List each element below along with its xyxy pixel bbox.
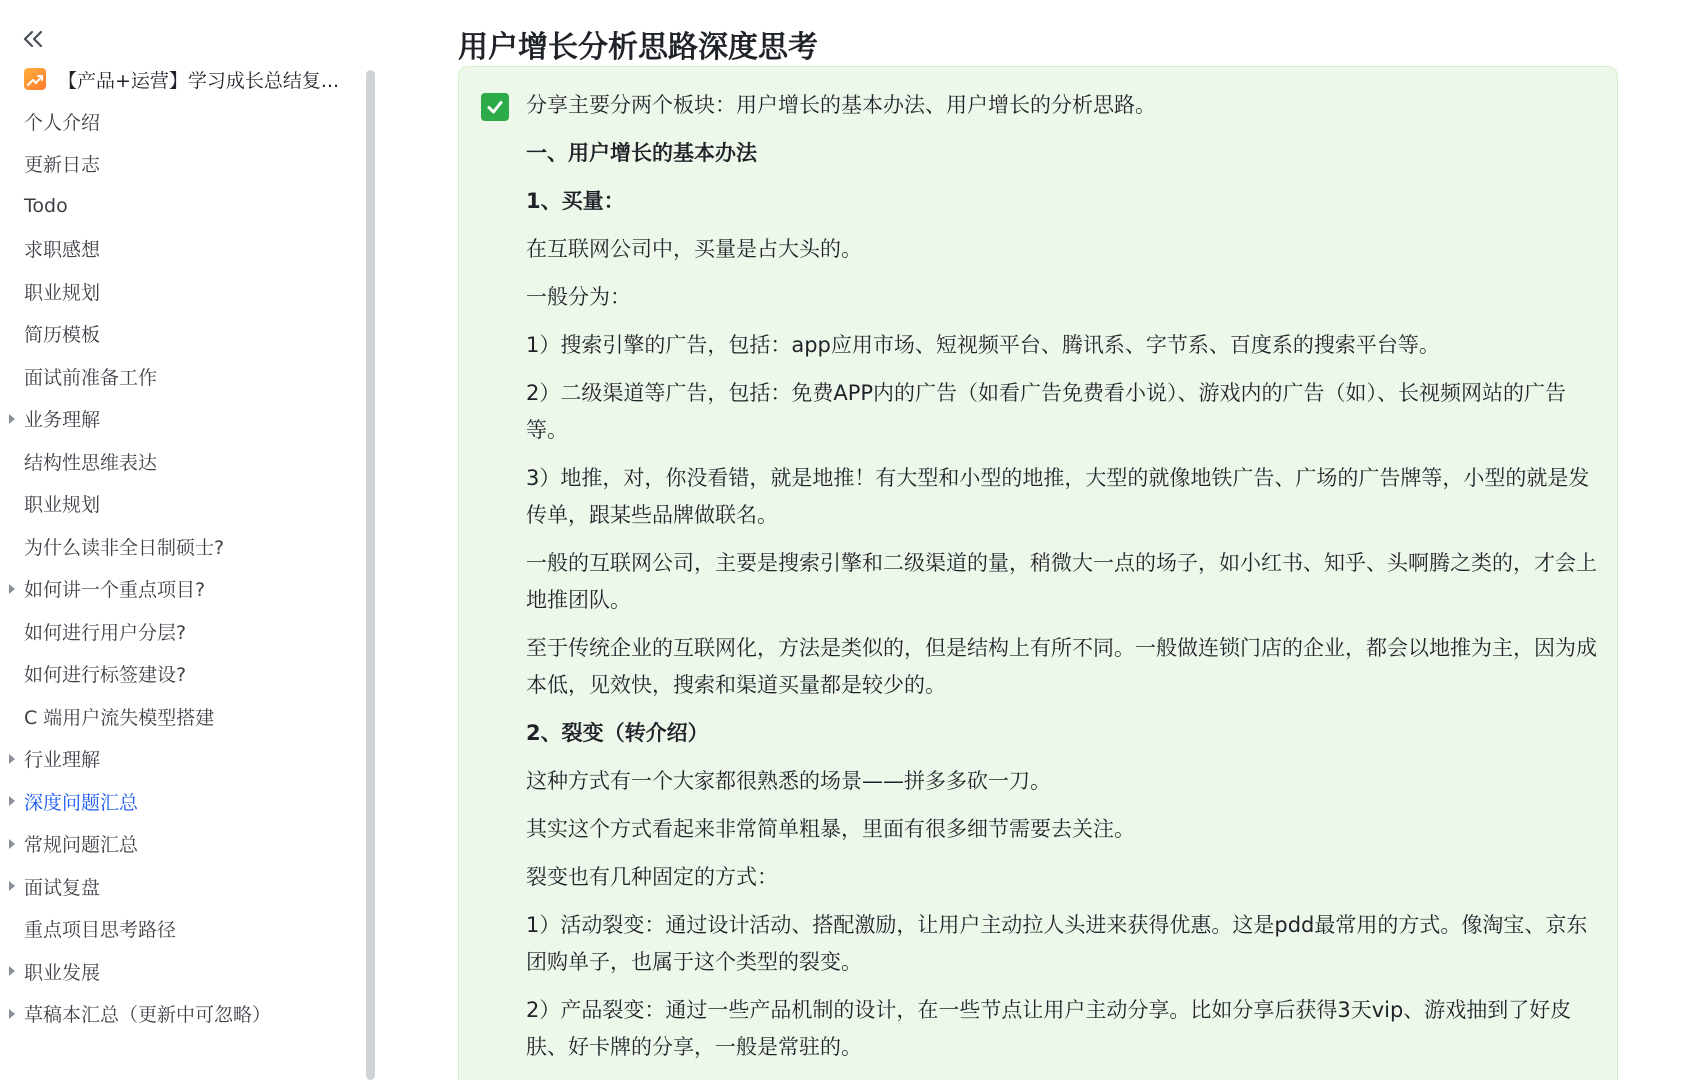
sidebar-item[interactable] [0, 823, 360, 866]
sidebar-item-label: 为什么读非全日制硕士? [24, 536, 225, 559]
sidebar-scrollbar[interactable] [366, 70, 375, 1080]
sidebar-item-label: 草稿本汇总（更新中可忽略） [24, 1004, 272, 1027]
sidebar-item-label: 面试复盘 [24, 876, 101, 899]
caret-right-icon[interactable] [9, 1009, 15, 1019]
paragraph: 2）产品裂变：通过一些产品机制的设计，在一些节点让用户主动分享。比如分享后获得3天vip、游戏抽到了好皮肤、好卡牌的分享，一般是常驻的。 [526, 998, 1572, 1059]
sidebar-item[interactable] [0, 865, 360, 908]
caret-right-icon[interactable] [9, 839, 15, 849]
check-mark-button-icon [481, 93, 509, 121]
sidebar-item-label: 业务理解 [24, 409, 101, 432]
sidebar-item-label: 面试前准备工作 [24, 366, 158, 389]
paragraph: 一般分为： [526, 285, 631, 309]
paragraph: 1）搜索引擎的广告，包括：app应用市场、短视频平台、腾讯系、字节系、百度系的搜索平台等。 [526, 333, 1440, 357]
nav-list [0, 100, 360, 1035]
page-title: 用户增长分析思路深度思考 [458, 30, 818, 66]
sidebar-item-label: 重点项目思考路径 [24, 919, 177, 942]
callout-body [526, 87, 1601, 1077]
paragraph: 2）二级渠道等广告，包括：免费APP内的广告（如看广告免费看小说）、游戏内的广告（如）、长视频网站的广告等。 [526, 381, 1567, 442]
sidebar-item[interactable] [0, 695, 360, 738]
sidebar-item[interactable] [0, 440, 360, 483]
paragraph: 1）活动裂变：通过设计活动、搭配激励，让用户主动拉人头进来获得优惠。这是pdd最常用的方式。像淘宝、京东团购单子，也属于这个类型的裂变。 [526, 913, 1588, 974]
caret-right-icon[interactable] [9, 796, 15, 806]
sidebar-item[interactable] [0, 653, 360, 696]
doc-title: 【产品+运营】学习成长总结复... [58, 69, 340, 92]
sidebar-item-label: 职业规划 [24, 281, 101, 304]
sidebar-item-label: 深度问题汇总 [24, 791, 139, 814]
sidebar [0, 0, 380, 1080]
paragraph: 3）地推，对，你没看错，就是地推！有大型和小型的地推，大型的就像地铁广告、广场的广告牌等，小型的就是发传单，跟某些品牌做联名。 [526, 466, 1590, 527]
sidebar-item[interactable] [0, 355, 360, 398]
callout-block [458, 66, 1618, 1080]
section-heading: 一、用户增长的基本办法 [526, 141, 757, 165]
sidebar-item[interactable] [0, 780, 360, 823]
sidebar-item[interactable] [0, 100, 360, 143]
sidebar-item[interactable] [0, 568, 360, 611]
paragraph: 这种方式有一个大家都很熟悉的场景——拼多多砍一刀。 [526, 769, 1051, 793]
sidebar-item[interactable] [0, 185, 360, 228]
sidebar-item[interactable] [0, 738, 360, 781]
double-chevron-left-icon[interactable] [20, 26, 46, 52]
section-heading: 2、裂变（转介绍） [526, 721, 709, 745]
sidebar-item[interactable] [0, 610, 360, 653]
caret-right-icon[interactable] [9, 414, 15, 424]
sidebar-item-label: 求职感想 [24, 239, 101, 262]
sidebar-item[interactable] [0, 993, 360, 1036]
sidebar-item-label: 结构性思维表达 [24, 451, 158, 474]
chart-increasing-icon [24, 68, 46, 90]
doc-title-row[interactable] [24, 64, 364, 94]
caret-right-icon[interactable] [9, 584, 15, 594]
sidebar-item[interactable] [0, 950, 360, 993]
sidebar-item-label: 如何进行标签建设? [24, 664, 187, 687]
sidebar-item[interactable] [0, 525, 360, 568]
sidebar-item-label: C 端用户流失模型搭建 [24, 706, 215, 729]
sidebar-item-label: 职业规划 [24, 494, 101, 517]
paragraph: 其实这个方式看起来非常简单粗暴，里面有很多细节需要去关注。 [526, 817, 1135, 841]
sidebar-item-label: 更新日志 [24, 154, 101, 177]
paragraph: 在互联网公司中，买量是占大头的。 [526, 237, 862, 261]
main-content [420, 0, 1705, 1080]
sidebar-item-label: 简历模板 [24, 324, 101, 347]
sidebar-item[interactable] [0, 398, 360, 441]
sidebar-item[interactable] [0, 908, 360, 951]
sidebar-item[interactable] [0, 313, 360, 356]
sidebar-item-label: Todo [24, 195, 68, 218]
paragraph: 分享主要分两个板块：用户增长的基本办法、用户增长的分析思路。 [526, 93, 1156, 117]
sidebar-item-label: 职业发展 [24, 961, 101, 984]
caret-right-icon[interactable] [9, 754, 15, 764]
sidebar-item-label: 常规问题汇总 [24, 834, 139, 857]
sidebar-item[interactable] [0, 228, 360, 271]
paragraph: 至于传统企业的互联网化，方法是类似的，但是结构上有所不同。一般做连锁门店的企业，都会以地推为主，因为成本低，见效快，搜索和渠道买量都是较少的。 [526, 636, 1597, 697]
sidebar-item[interactable] [0, 143, 360, 186]
paragraph: 裂变也有几种固定的方式： [526, 865, 778, 889]
caret-right-icon[interactable] [9, 966, 15, 976]
sidebar-item-label: 如何讲一个重点项目? [24, 579, 206, 602]
caret-right-icon[interactable] [9, 881, 15, 891]
sidebar-item[interactable] [0, 483, 360, 526]
paragraph: 一般的互联网公司，主要是搜索引擎和二级渠道的量，稍微大一点的场子，如小红书、知乎、头啊腾之类的，才会上地推团队。 [526, 551, 1597, 612]
sidebar-item-label: 如何进行用户分层? [24, 621, 187, 644]
section-heading: 1、买量： [526, 189, 625, 213]
sidebar-item[interactable] [0, 270, 360, 313]
sidebar-item-label: 行业理解 [24, 749, 101, 772]
sidebar-item-label: 个人介绍 [24, 111, 101, 134]
